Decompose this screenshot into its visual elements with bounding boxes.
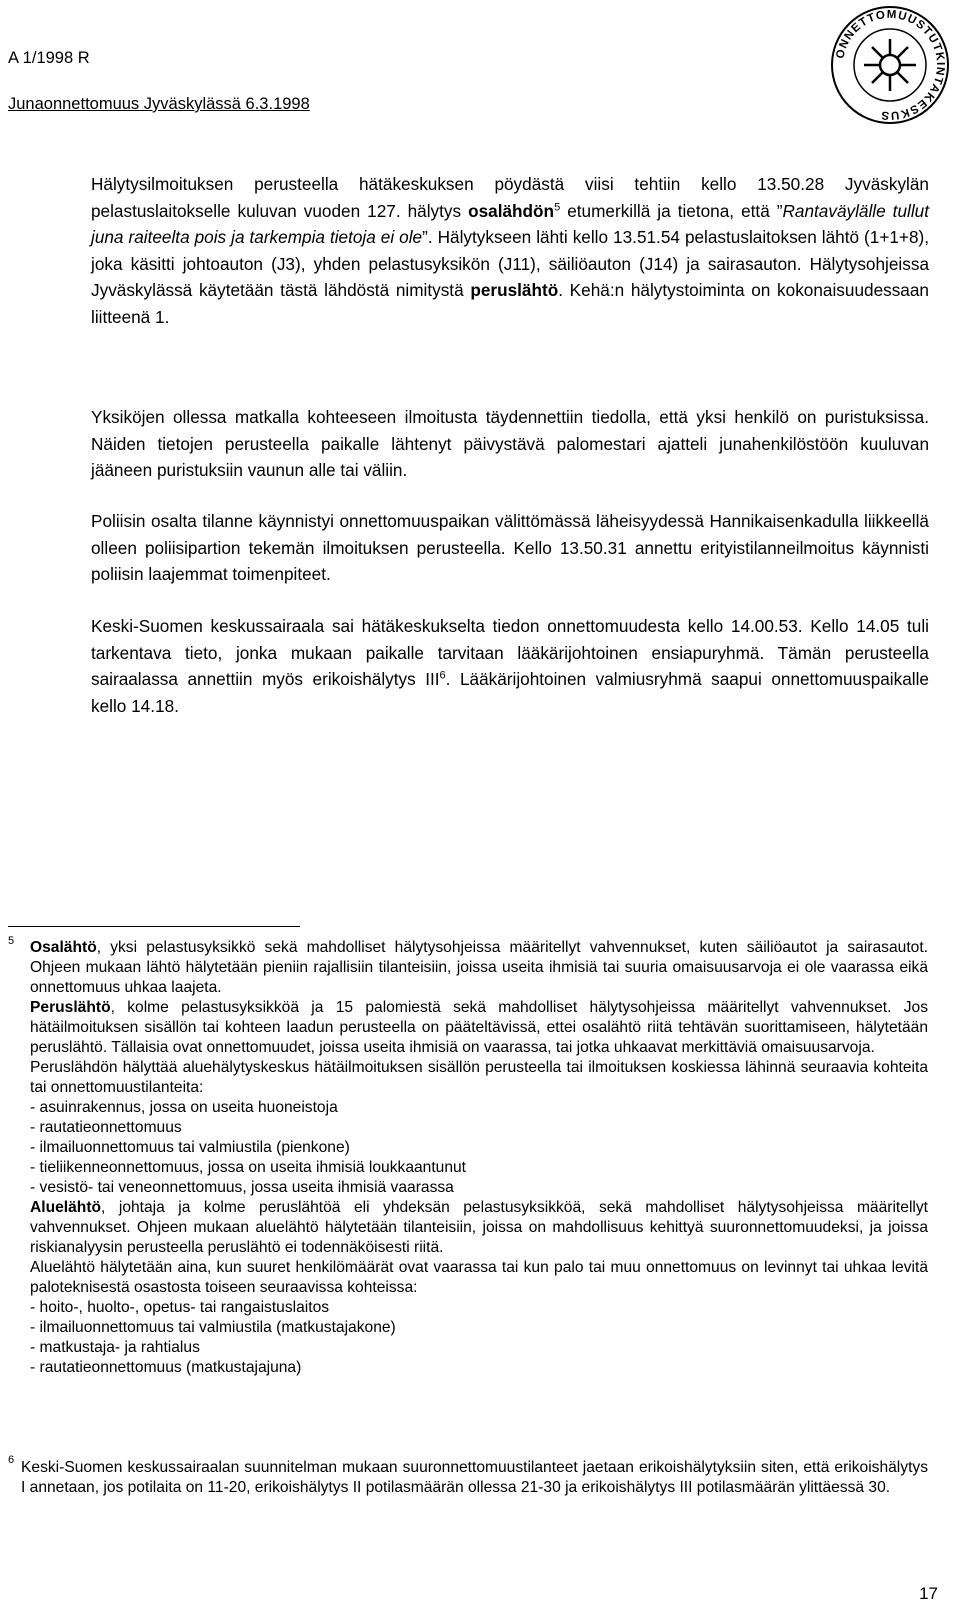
list-item: - rautatieonnettomuus [30,1119,182,1136]
list-item: - hoito-, huolto-, opetus- tai rangaistuslaitos [30,1299,330,1316]
paragraph-alarm: Hälytysilmoituksen perusteella hätäkeskuksen pöydästä viisi tehtiin kello 13.50.28 Jyväskylän pelastuslaitokselle kuluvan vuoden 127. hälytys osalähdön$^5$ etumerkillä ja tietona, että ”Rantaväylälle tullut juna raiteelta pois ja tarkempia tietoja ei ole”. Hälytykseen lähti kello 13.51.54 pelastuslaitoksen lähtö (1+1+8), joka käsitti johtoauton (J3), yhden pelastusyksikön (J11), säiliöauton (J14) ja sairasauton. Hälytysohjeissa Jyväskylässä käytetään tästä lähdöstä nimitystä peruslähtö. Kehä:n hälytystoiminta on kokonaisuudessaan liitteenä 1. [91,174,930,327]
list-item: - asuinrakennus, jossa on useita huoneistoja [30,1099,338,1116]
footnote-5: Osalähtö, yksi pelastusyksikkö sekä mahdolliset hälytysohjeissa määritellyt vahvennukset, kuten säiliöautot ja sairasautot. Ohjeen mukaan lähtö hälytetään pieniin rajallisiin tilanteisiin, joissa useita ihmisiä tai suuria omaisuusarvoja ei ole vaarassa eikä onnettomuus uhkaa laajeta. Peruslähtö, kolme pelastusyksikköä ja 15 palomiestä sekä mahdolliset hälytysohjeissa määritellyt vahvennukset. Jos hätäilmoituksen sisällön tai kohteen laadun perusteella on pääteltävissä, ettei osalähtö riitä tehtävän suorittamiseen, hälytetään peruslähtö. Tällaisia ovat onnettomuudet, joissa useita ihmisiä on vaarassa, tai jotka uhkaavat merkittäviä omaisuusarvoja. Peruslähdön hälyttää aluehälytyskeskus hätäilmoituksen sisällön perusteella tai ilmoituksen koskiessa lähinnä seuraavia kohteita tai onnettomuustilanteita: - asuinrakennus, jossa on useita huoneistoja - rautatieonnettomuus - ilmailuonnettomuus tai valmiustila (pienkone) - tieliikenneonnettomuus, jossa on useita ihmisiä loukkaantunut - vesistö- tai veneonnettomuus, jossa useita ihmisiä vaarassa Aluelähtö, johtaja ja kolme peruslähtöä eli yhdeksän pelastusyksikköä, sekä mahdolliset hälytysohjeissa määritellyt vahvennukset. Ohjeen mukaan aluelähtö hälytetään tilanteisiin, joissa on mahdollisuus kehittyä suuronnettomuudeksi, ja joissa riskianalyysin perusteella peruslähtö ei todennäköisesti riitä. Aluelähtö hälytetään aina, kun suuret henkilömäärät ovat vaarassa tai kun palo tai muu onnettomuus on levinnyt tai uhkaa levitä paloteknisestä osastosta toiseen seuraavissa kohteissa: - hoito-, huolto-, opetus- tai rangaistuslaitos - ilmailuonnettomuus tai valmiustila (matkustajakone) - matkustaja- ja rahtialus - rautatieonnettomuus (matkustajajuna) [30,939,928,1376]
report-title: Junaonnettomuus Jyväskylässä 6.3.1998 [8,95,310,113]
footnote-6: Keski-Suomen keskussairaalan suunnitelman mukaan suuronnettomuustilanteet jaetaan erikoishälytyksiin siten, että erikoishälytys I annetaan, jos potilaita on 11-20, erikoishälytys II potilasmäärän ollessa 21-30 ja erikoishälytys III potilasmäärän ylittäessä 30. [21,1459,928,1496]
paragraph-police: Poliisin osalta tilanne käynnistyi onnettomuuspaikan välittömässä läheisyydessä Hannikaisenkadulla liikkeellä olleen poliisipartion tekemän ilmoituksen perusteella. Kello 13.50.31 annettu erityistilanneilmoitus käynnisti poliisin laajemmat toimenpiteet. [91,511,929,584]
list-item: - rautatieonnettomuus (matkustajajuna) [30,1359,302,1376]
train-emblem-icon [864,39,916,91]
onnettomuustutkintakeskus-seal-logo [828,3,952,127]
footnote-divider [8,926,300,927]
paragraph-hospital: Keski-Suomen keskussairaala sai hätäkeskukselta tiedon onnettomuudesta kello 14.00.53. Kello 14.05 tuli tarkentava tieto, jonka mukaan paikalle tarvitaan lääkärijohtoinen ensiapuryhmä. Tämän perusteella sairaalassa annettiin myös erikoishälytys III$^6$. Lääkärijohtoinen valmiusryhmä saapui onnettomuuspaikalle kello 14.18. [91,616,929,716]
list-item: - ilmailuonnettomuus tai valmiustila (pienkone) [30,1139,350,1156]
svg-text:ONNETTOMUUSTUTKINTAKESKUS: ONNETTOMUUSTUTKINTAKESKUS [834,8,947,122]
list-item: - matkustaja- ja rahtialus [30,1339,200,1356]
footnote-number-6: 6 [8,1454,15,1466]
list-item: - vesistö- tai veneonnettomuus, jossa useita ihmisiä vaarassa [30,1179,454,1196]
paragraph-units-en-route: Yksiköjen ollessa matkalla kohteeseen ilmoitusta täydennettiin tiedolla, että yksi henkilö on puristuksissa. Näiden tietojen perusteella paikalle lähtenyt päivystävä palomestari ajatteli junahenkilöstöön kuuluvan jääneen puristuksiin vaunun alle tai väliin. [91,407,929,480]
footnote-ref-6[interactable]: 6 [439,669,446,682]
report-id: A 1/1998 R [8,49,90,67]
footnote-ref-5[interactable]: 5 [554,200,561,213]
page-number: 17 [919,1584,938,1603]
footnote-number-5: 5 [8,935,15,947]
list-item: - tieliikenneonnettomuus, jossa on useita ihmisiä loukkaantunut [30,1159,467,1176]
list-item: - ilmailuonnettomuus tai valmiustila (matkustajakone) [30,1319,396,1336]
